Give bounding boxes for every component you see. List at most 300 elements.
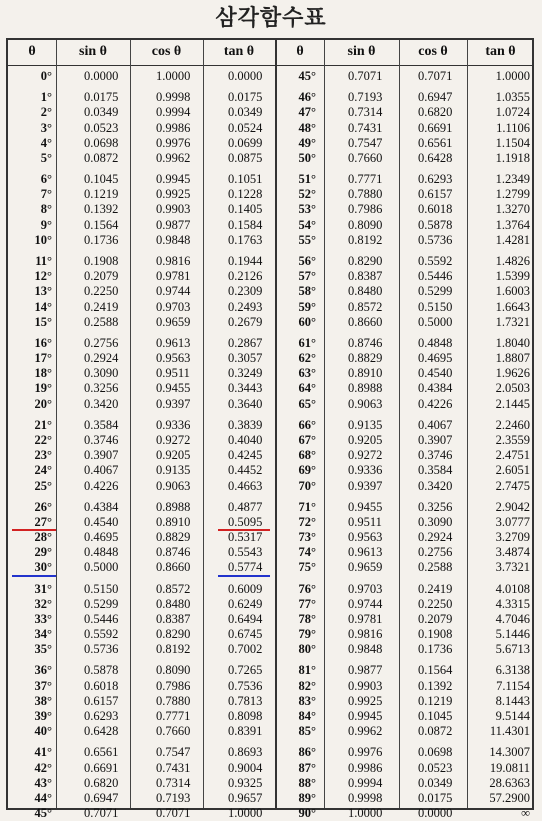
right-tan-cell: 7.1154: [496, 678, 530, 693]
right-cos-cell: 0.6820: [418, 105, 453, 120]
left-angle-cell: 31°: [34, 581, 52, 596]
right-angle-cell: 76°: [298, 581, 316, 596]
right-cos-cell: 0.2924: [418, 530, 453, 544]
left-sin-cell: 0.6947: [84, 790, 119, 805]
right-angle-cell: 50°: [298, 150, 316, 165]
right-tan-cell: 19.0811: [489, 760, 530, 775]
right-cos-cell: 0.5150: [418, 299, 453, 314]
right-sin-cell: 0.7193: [348, 90, 383, 105]
right-tan-cell: 1.5399: [495, 269, 530, 284]
right-sin-cell: 0.7547: [348, 135, 383, 150]
blue-underline-angle: [12, 575, 56, 577]
table-row: [8, 597, 532, 612]
left-sin-cell: 0.2588: [84, 314, 119, 329]
right-angle-cell: 65°: [298, 396, 316, 411]
left-angle-cell: 15°: [34, 314, 52, 329]
left-sin-cell: 0.1564: [84, 217, 119, 232]
right-angle-cell: 58°: [298, 284, 316, 299]
right-tan-cell: 1.4281: [495, 232, 530, 247]
right-sin-cell: 0.9659: [348, 560, 383, 575]
left-tan-cell: 0.6745: [228, 627, 263, 642]
table-row: [8, 433, 532, 448]
left-tan-cell: 0.1051: [228, 172, 263, 186]
header-tan-left: tan θ: [223, 44, 255, 59]
left-cos-cell: 0.9877: [156, 217, 191, 232]
right-angle-cell: 82°: [298, 678, 316, 693]
left-tan-cell: 0.0875: [228, 150, 263, 165]
left-angle-cell: 29°: [34, 545, 52, 560]
right-tan-cell: 1.3764: [495, 217, 530, 232]
left-angle-cell: 33°: [34, 611, 52, 626]
left-sin-cell: 0.1392: [84, 202, 119, 217]
right-tan-cell: 8.1443: [495, 693, 530, 708]
right-angle-cell: 52°: [298, 187, 316, 202]
left-tan-cell: 0.0000: [228, 69, 263, 83]
right-tan-cell: 3.7321: [495, 560, 530, 575]
right-tan-cell: 2.9042: [495, 499, 530, 514]
left-cos-cell: 0.9998: [156, 90, 191, 105]
right-cos-cell: 0.1392: [418, 678, 453, 693]
right-tan-cell: 1.4826: [495, 253, 530, 268]
left-sin-cell: 0.4067: [84, 463, 119, 478]
left-sin-cell: 0.1908: [84, 253, 119, 268]
left-angle-cell: 23°: [34, 448, 52, 463]
left-tan-cell: 0.1584: [228, 217, 263, 232]
right-cos-cell: 0.4695: [418, 351, 453, 365]
left-tan-cell: 0.5317: [228, 530, 263, 544]
right-sin-cell: 0.7314: [348, 105, 383, 120]
left-cos-cell: 0.8572: [156, 581, 191, 596]
table-row: [8, 172, 532, 187]
right-cos-cell: 0.4540: [418, 366, 453, 381]
right-cos-cell: 0.3420: [418, 478, 453, 493]
right-angle-cell: 90°: [298, 806, 316, 821]
right-angle-cell: 88°: [298, 775, 316, 790]
right-sin-cell: 0.8090: [348, 217, 383, 232]
right-sin-cell: 0.9455: [348, 499, 383, 514]
right-sin-cell: 0.9272: [348, 448, 383, 463]
right-cos-cell: 0.6691: [418, 120, 453, 135]
right-cos-cell: 0.2419: [418, 581, 453, 596]
left-tan-cell: 0.4663: [228, 478, 263, 493]
left-tan-cell: 0.8391: [228, 724, 263, 739]
left-tan-cell: 0.2867: [228, 335, 263, 350]
left-angle-cell: 12°: [34, 269, 52, 284]
right-cos-cell: 0.3907: [418, 432, 453, 447]
right-tan-cell: 1.6003: [495, 284, 530, 299]
left-angle-cell: 0°: [40, 69, 52, 83]
left-cos-cell: 0.9659: [156, 314, 191, 329]
left-cos-cell: 0.9848: [156, 232, 191, 247]
right-angle-cell: 67°: [298, 432, 316, 447]
right-tan-cell: 6.3138: [495, 663, 530, 678]
right-sin-cell: 0.9135: [348, 417, 383, 432]
table-row: [8, 218, 532, 233]
right-angle-cell: 55°: [298, 232, 316, 247]
right-tan-cell: 1.1504: [495, 135, 530, 150]
left-cos-cell: 0.9063: [156, 478, 191, 493]
right-sin-cell: 0.9962: [348, 724, 383, 739]
right-angle-cell: 84°: [298, 709, 316, 723]
right-angle-cell: 48°: [298, 120, 316, 135]
header-theta-left: θ: [28, 44, 36, 59]
left-tan-cell: 0.7265: [228, 663, 263, 678]
left-tan-cell: 0.3640: [228, 396, 263, 411]
right-sin-cell: 0.9397: [348, 478, 383, 493]
left-cos-cell: 0.9135: [156, 463, 191, 478]
right-sin-cell: 0.8480: [348, 284, 383, 299]
right-sin-cell: 0.8910: [348, 366, 383, 381]
right-tan-cell: 11.4301: [489, 724, 530, 739]
left-sin-cell: 0.5446: [84, 611, 119, 626]
right-angle-cell: 71°: [298, 499, 316, 514]
left-cos-cell: 0.9455: [156, 381, 191, 396]
left-cos-cell: 0.9994: [156, 105, 191, 120]
right-tan-cell: 57.2900: [489, 790, 530, 805]
table-row: [8, 254, 532, 269]
right-cos-cell: 0.2756: [418, 545, 453, 560]
left-tan-cell: 0.4452: [228, 463, 263, 478]
left-cos-cell: 0.9613: [156, 335, 191, 350]
table-row: [8, 448, 532, 463]
left-sin-cell: 0.3090: [84, 366, 119, 381]
left-angle-cell: 5°: [40, 150, 52, 165]
right-sin-cell: 0.7660: [348, 150, 383, 165]
left-cos-cell: 0.9205: [156, 448, 191, 463]
left-cos-cell: 0.8480: [156, 596, 191, 611]
table-row: [8, 791, 532, 806]
right-angle-cell: 83°: [298, 693, 316, 708]
left-cos-cell: 0.8090: [156, 663, 191, 678]
right-cos-cell: 0.2250: [418, 596, 453, 611]
table-row: [8, 582, 532, 597]
left-cos-cell: 0.7431: [156, 760, 191, 775]
right-tan-cell: 1.9626: [495, 366, 530, 381]
right-sin-cell: 0.9976: [348, 745, 383, 760]
right-tan-cell: 1.1918: [495, 150, 530, 165]
table-row: [8, 463, 532, 478]
right-tan-cell: 5.6713: [495, 642, 530, 657]
left-sin-cell: 0.3256: [84, 381, 119, 396]
right-angle-cell: 78°: [298, 611, 316, 626]
right-sin-cell: 0.9336: [348, 463, 383, 478]
left-sin-cell: 0.5150: [84, 581, 119, 596]
left-angle-cell: 36°: [34, 663, 52, 678]
right-sin-cell: 0.7431: [348, 120, 383, 135]
left-angle-cell: 28°: [34, 530, 52, 544]
right-cos-cell: 0.0872: [418, 724, 453, 739]
left-angle-cell: 8°: [40, 202, 52, 217]
left-angle-cell: 27°: [34, 514, 52, 529]
right-sin-cell: 0.7071: [348, 69, 383, 83]
left-tan-cell: 0.0175: [228, 90, 263, 105]
left-cos-cell: 0.7771: [156, 709, 191, 723]
table-row: [8, 776, 532, 791]
left-tan-cell: 0.0524: [228, 120, 263, 135]
right-cos-cell: 0.5878: [418, 217, 453, 232]
right-cos-cell: 0.6947: [418, 90, 453, 105]
right-angle-cell: 45°: [298, 69, 316, 83]
left-sin-cell: 0.3420: [84, 396, 119, 411]
right-angle-cell: 60°: [298, 314, 316, 329]
left-sin-cell: 0.0698: [84, 135, 119, 150]
left-tan-cell: 1.0000: [228, 806, 263, 821]
left-sin-cell: 0.0000: [84, 69, 119, 83]
table-row: [8, 545, 532, 560]
right-cos-cell: 0.1908: [418, 627, 453, 642]
table-row: [8, 724, 532, 739]
left-angle-cell: 41°: [34, 745, 52, 760]
left-tan-cell: 0.3839: [228, 417, 263, 432]
right-sin-cell: 0.7986: [348, 202, 383, 217]
left-tan-cell: 0.9325: [228, 775, 263, 790]
right-angle-cell: 61°: [298, 335, 316, 350]
left-tan-cell: 0.9004: [228, 760, 263, 775]
right-sin-cell: 0.8387: [348, 269, 383, 284]
left-cos-cell: 0.9336: [156, 417, 191, 432]
right-angle-cell: 63°: [298, 366, 316, 381]
table-row: [8, 397, 532, 412]
left-sin-cell: 0.4848: [84, 545, 119, 560]
left-sin-cell: 0.0349: [84, 105, 119, 120]
left-angle-cell: 21°: [34, 417, 52, 432]
left-sin-cell: 0.6691: [84, 760, 119, 775]
right-angle-cell: 62°: [298, 351, 316, 365]
left-cos-cell: 0.7071: [156, 806, 191, 821]
right-cos-cell: 0.5736: [418, 232, 453, 247]
right-cos-cell: 0.6428: [418, 150, 453, 165]
table-row: [8, 105, 532, 120]
right-cos-cell: 0.5592: [418, 253, 453, 268]
right-sin-cell: 1.0000: [348, 806, 383, 821]
header-sin-left: sin θ: [79, 44, 107, 59]
left-cos-cell: 0.9744: [156, 284, 191, 299]
header-tan-right: tan θ: [485, 44, 516, 59]
right-tan-cell: 3.0777: [495, 514, 530, 529]
right-sin-cell: 0.9848: [348, 642, 383, 657]
right-angle-cell: 77°: [298, 596, 316, 611]
table-row: [8, 90, 532, 105]
left-cos-cell: 0.9563: [156, 351, 191, 365]
right-angle-cell: 53°: [298, 202, 316, 217]
right-cos-cell: 0.7071: [418, 69, 453, 83]
right-angle-cell: 56°: [298, 253, 316, 268]
left-cos-cell: 0.7547: [156, 745, 191, 760]
right-tan-cell: 3.4874: [495, 545, 530, 560]
right-angle-cell: 87°: [298, 760, 316, 775]
table-row: [8, 761, 532, 776]
right-tan-cell: 1.2349: [495, 172, 530, 186]
left-cos-cell: 0.9397: [156, 396, 191, 411]
right-tan-cell: 2.7475: [495, 478, 530, 493]
left-sin-cell: 0.2419: [84, 299, 119, 314]
left-angle-cell: 10°: [34, 232, 52, 247]
left-cos-cell: 0.9816: [156, 253, 191, 268]
left-angle-cell: 30°: [34, 560, 52, 575]
left-cos-cell: 0.7314: [156, 775, 191, 790]
right-cos-cell: 0.5299: [418, 284, 453, 299]
right-cos-cell: 0.0698: [418, 745, 453, 760]
right-sin-cell: 0.8988: [348, 381, 383, 396]
right-sin-cell: 0.9703: [348, 581, 383, 596]
table-row: [8, 679, 532, 694]
left-cos-cell: 0.9272: [156, 432, 191, 447]
left-sin-cell: 0.6428: [84, 724, 119, 739]
right-sin-cell: 0.9205: [348, 432, 383, 447]
table-row: [8, 560, 532, 575]
left-angle-cell: 11°: [35, 253, 52, 268]
header-cos-right: cos θ: [418, 44, 448, 59]
right-tan-cell: 1.6643: [495, 299, 530, 314]
left-tan-cell: 0.7536: [228, 678, 263, 693]
left-sin-cell: 0.2079: [84, 269, 119, 284]
left-cos-cell: 0.8746: [156, 545, 191, 560]
right-tan-cell: 1.0724: [495, 105, 530, 120]
left-cos-cell: 0.8988: [156, 499, 191, 514]
right-angle-cell: 64°: [298, 381, 316, 396]
right-sin-cell: 0.9994: [348, 775, 383, 790]
left-tan-cell: 0.2126: [228, 269, 263, 284]
left-cos-cell: 0.7986: [156, 678, 191, 693]
right-tan-cell: 1.0000: [495, 69, 530, 83]
left-angle-cell: 44°: [34, 790, 52, 805]
left-sin-cell: 0.2250: [84, 284, 119, 299]
right-sin-cell: 0.9063: [348, 396, 383, 411]
right-tan-cell: 4.0108: [495, 581, 530, 596]
right-tan-cell: 1.1106: [496, 120, 530, 135]
trig-table: [6, 38, 534, 821]
header-cos-left: cos θ: [151, 44, 182, 59]
left-tan-cell: 0.1405: [228, 202, 263, 217]
header-theta-right: θ: [296, 44, 304, 59]
left-tan-cell: 0.2309: [228, 284, 263, 299]
right-sin-cell: 0.9511: [348, 514, 382, 529]
left-sin-cell: 0.3907: [84, 448, 119, 463]
right-cos-cell: 0.4384: [418, 381, 453, 396]
right-angle-cell: 66°: [298, 417, 316, 432]
left-cos-cell: 1.0000: [156, 69, 191, 83]
left-angle-cell: 42°: [34, 760, 52, 775]
right-tan-cell: 3.2709: [495, 530, 530, 544]
left-sin-cell: 0.5736: [84, 642, 119, 657]
right-cos-cell: 0.3090: [418, 514, 453, 529]
right-angle-cell: 69°: [298, 463, 316, 478]
right-cos-cell: 0.1736: [418, 642, 453, 657]
left-sin-cell: 0.0175: [84, 90, 119, 105]
left-tan-cell: 0.8693: [228, 745, 263, 760]
left-sin-cell: 0.6293: [84, 709, 119, 723]
right-sin-cell: 0.8829: [348, 351, 383, 365]
right-tan-cell: 1.2799: [495, 187, 530, 202]
left-angle-cell: 26°: [34, 499, 52, 514]
left-angle-cell: 16°: [34, 335, 52, 350]
left-tan-cell: 0.1944: [228, 253, 263, 268]
left-sin-cell: 0.6820: [84, 775, 119, 790]
left-cos-cell: 0.9986: [156, 120, 191, 135]
left-angle-cell: 38°: [34, 693, 52, 708]
table-row: [8, 663, 532, 678]
right-cos-cell: 0.5000: [418, 314, 453, 329]
table-row: [8, 709, 532, 724]
right-cos-cell: 0.0349: [418, 775, 453, 790]
left-tan-cell: 0.3057: [228, 351, 263, 365]
left-sin-cell: 0.0872: [84, 150, 119, 165]
left-tan-cell: 0.6009: [228, 581, 263, 596]
right-angle-cell: 89°: [298, 790, 316, 805]
left-angle-cell: 18°: [34, 366, 52, 381]
right-sin-cell: 0.9903: [348, 678, 383, 693]
table-row: [8, 202, 532, 217]
left-sin-cell: 0.4540: [84, 514, 119, 529]
right-sin-cell: 0.9998: [348, 790, 383, 805]
left-tan-cell: 0.5543: [228, 545, 263, 560]
left-sin-cell: 0.2924: [84, 351, 119, 365]
right-cos-cell: 0.6561: [418, 135, 453, 150]
left-angle-cell: 43°: [34, 775, 52, 790]
left-tan-cell: 0.1763: [228, 232, 263, 247]
left-tan-cell: 0.4245: [228, 448, 263, 463]
table-row: [8, 694, 532, 709]
table-row: [8, 642, 532, 657]
left-sin-cell: 0.1045: [84, 172, 119, 186]
left-angle-cell: 17°: [34, 351, 52, 365]
right-sin-cell: 0.7771: [348, 172, 383, 186]
left-cos-cell: 0.9511: [156, 366, 190, 381]
left-angle-cell: 6°: [40, 172, 52, 186]
right-angle-cell: 80°: [298, 642, 316, 657]
right-cos-cell: 0.6157: [418, 187, 453, 202]
table-row: [8, 479, 532, 494]
left-tan-cell: 0.1228: [228, 187, 263, 202]
left-angle-cell: 13°: [34, 284, 52, 299]
table-row: [8, 530, 532, 545]
right-angle-cell: 49°: [298, 135, 316, 150]
left-sin-cell: 0.3746: [84, 432, 119, 447]
right-cos-cell: 0.0175: [418, 790, 453, 805]
right-cos-cell: 0.2588: [418, 560, 453, 575]
left-sin-cell: 0.5299: [84, 596, 119, 611]
left-sin-cell: 0.5878: [84, 663, 119, 678]
left-angle-cell: 39°: [34, 709, 52, 723]
table-row: [8, 121, 532, 136]
table-row: [8, 315, 532, 330]
table-row: [8, 269, 532, 284]
left-angle-cell: 37°: [34, 678, 52, 693]
left-tan-cell: 0.2493: [228, 299, 263, 314]
right-cos-cell: 0.6018: [418, 202, 453, 217]
right-angle-cell: 59°: [298, 299, 316, 314]
left-sin-cell: 0.3584: [84, 417, 119, 432]
left-tan-cell: 0.5774: [228, 560, 263, 575]
left-tan-cell: 0.6494: [228, 611, 263, 626]
left-tan-cell: 0.8098: [228, 709, 263, 723]
right-tan-cell: 4.3315: [495, 596, 530, 611]
table-header: [8, 40, 532, 66]
right-angle-cell: 72°: [298, 514, 316, 529]
left-sin-cell: 0.1219: [84, 187, 119, 202]
right-tan-cell: 14.3007: [489, 745, 530, 760]
right-cos-cell: 0.1219: [418, 693, 453, 708]
left-tan-cell: 0.9657: [228, 790, 263, 805]
left-sin-cell: 0.6157: [84, 693, 119, 708]
right-sin-cell: 0.8572: [348, 299, 383, 314]
left-tan-cell: 0.3443: [228, 381, 263, 396]
left-sin-cell: 0.0523: [84, 120, 119, 135]
right-sin-cell: 0.7880: [348, 187, 383, 202]
right-sin-cell: 0.9744: [348, 596, 383, 611]
left-cos-cell: 0.8910: [156, 514, 191, 529]
right-tan-cell: 2.6051: [495, 463, 530, 478]
